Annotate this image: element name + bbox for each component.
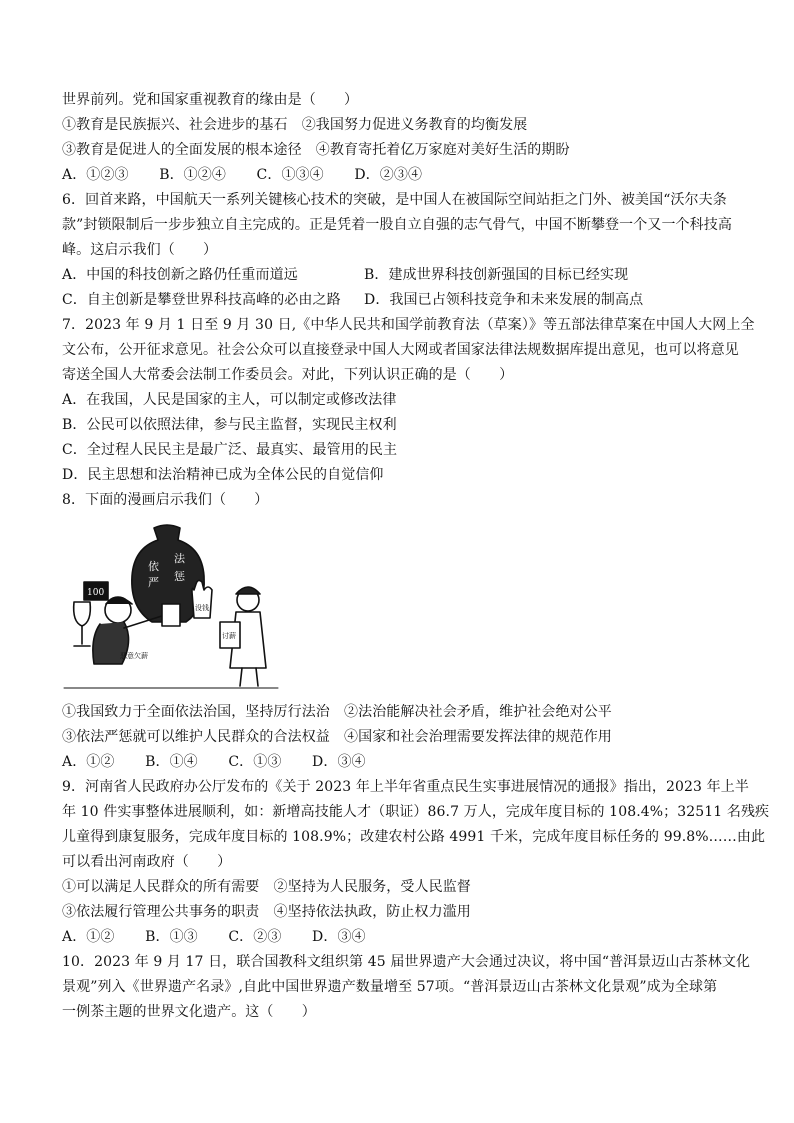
- q9-statements-2: ③依法履行管理公共事务的职责 ④坚持依法执政，防止权力滥用: [62, 904, 471, 920]
- q9-stem-line-1: 9．河南省人民政府办公厅发布的《关于 2023 年上半年省重点民生实事进展情况的通报》指出，2023 年上半: [62, 779, 749, 795]
- q8-statements-1: ①我国致力于全面依法治国，坚持厉行法治 ②法治能解决社会矛盾，维护社会绝对公平: [62, 704, 612, 720]
- q9-option-a[interactable]: A．①②: [62, 929, 115, 945]
- q7-option-d[interactable]: D．民主思想和法治精神已成为全体公民的自觉信仰: [62, 467, 384, 483]
- q6-options-row-1: [62, 265, 742, 285]
- q7-option-a[interactable]: A．在我国，人民是国家的主人，可以制定或修改法律: [62, 392, 397, 408]
- q10-stem-line-2: 景观”列入《世界遗产名录》,自此中国世界遗产数量增至 57项。“普洱景迈山古茶林文化景观”成为全球第: [62, 979, 718, 995]
- q8-stem: 8．下面的漫画启示我们（ ）: [62, 492, 269, 508]
- cartoon-bottle-text-3: 严: [148, 576, 159, 589]
- q8-option-b[interactable]: B．①④: [145, 754, 198, 770]
- cartoon-bag-label: 讨薪: [222, 632, 236, 640]
- q9-option-d[interactable]: D．③④: [312, 929, 366, 945]
- q9-option-b[interactable]: B．①③: [145, 929, 198, 945]
- cartoon-bottle-text-2: 法: [174, 552, 185, 565]
- q7-option-c[interactable]: C．全过程人民民主是最广泛、最真实、最管用的民主: [62, 442, 398, 458]
- cartoon-collar-label: 恶意欠薪: [120, 652, 148, 660]
- cartoon-sign-label: 没钱: [195, 604, 209, 612]
- q8-options: [62, 752, 392, 772]
- q5-option-a[interactable]: A．①②③: [62, 167, 129, 183]
- q6-stem-line-3: 峰。这启示我们（ ）: [62, 242, 218, 258]
- q7-stem-line-1: 7．2023 年 9 月 1 日至 9 月 30 日,《中华人民共和国学前教育法（草案）》等五部法律草案在中国人大网上全: [62, 317, 755, 333]
- q5-option-c[interactable]: C．①③④: [256, 167, 324, 183]
- q5-statements-1: ①教育是民族振兴、社会进步的基石 ②我国努力促进义务教育的均衡发展: [62, 117, 528, 133]
- cartoon-wine-glass: [74, 602, 91, 626]
- q5-stem: 世界前列。党和国家重视教育的缘由是（ ）: [62, 92, 359, 108]
- cartoon-bottle-text-4: 惩: [174, 570, 185, 583]
- q9-stem-line-2: 年 10 件实事整体进展顺利，如：新增高技能人才（职证）86.7 万人，完成年度目标的 108.4%；32511 名残疾: [62, 804, 770, 820]
- q10-stem-line-3: 一例茶主题的世界文化遗产。这（ ）: [62, 1004, 316, 1020]
- q5-options: [62, 165, 448, 185]
- q10-stem-line-1: 10．2023 年 9 月 17 日，联合国教科文组织第 45 届世界遗产大会通过决议，将中国“普洱景迈山古茶林文化: [62, 954, 751, 970]
- cartoon-glass-label: 100: [87, 588, 105, 598]
- q6-option-c[interactable]: C．自主创新是攀登世界科技高峰的必由之路: [62, 292, 341, 308]
- q9-stem-line-4: 可以看出河南政府（ ）: [62, 854, 232, 870]
- q6-option-b[interactable]: B．建成世界科技创新强国的目标已经实现: [364, 267, 629, 283]
- q9-option-c[interactable]: C．②③: [228, 929, 282, 945]
- q6-stem-line-1: 6．回首来路，中国航天一系列关键核心技术的突破，是中国人在被国际空间站拒之门外、被美国“沃尔夫条: [62, 192, 727, 208]
- cartoon-bottle-text-1: 依: [148, 560, 159, 573]
- q8-statements-2: ③依法严惩就可以维护人民群众的合法权益 ④国家和社会治理需要发挥法律的规范作用: [62, 729, 612, 745]
- q8-option-c[interactable]: C．①③: [228, 754, 282, 770]
- q8-option-d[interactable]: D．③④: [312, 754, 366, 770]
- q9-statements-1: ①可以满足人民群众的所有需要 ②坚持为人民服务，受人民监督: [62, 879, 471, 895]
- q5-option-d[interactable]: D．②③④: [354, 167, 423, 183]
- q7-stem-line-2: 文公布，公开征求意见。社会公众可以直接登录中国人大网或者国家法律法规数据库提出意见，也可以将意见: [62, 342, 739, 358]
- q6-option-a[interactable]: A．中国的科技创新之路仍任重而道远: [62, 267, 298, 283]
- q6-options-row-2: [62, 290, 742, 310]
- q7-option-b[interactable]: B．公民可以依照法律，参与民主监督，实现民主权利: [62, 417, 397, 433]
- q6-stem-line-2: 款”封锁限制后一步步独立自主完成的。正是凭着一股自立自强的志气骨气，中国不断攀登一个又一个科技高: [62, 217, 732, 233]
- q9-stem-line-3: 儿童得到康复服务，完成年度目标的 108.9%；改建农村公路 4991 千米，完成年度目标任务的 99.8%……由此: [62, 829, 766, 845]
- q8-option-a[interactable]: A．①②: [62, 754, 115, 770]
- q5-statements-2: ③教育是促进人的全面发展的根本途径 ④教育寄托着亿万家庭对美好生活的期盼: [62, 142, 570, 158]
- q5-option-b[interactable]: B．①②④: [159, 167, 226, 183]
- q8-cartoon-image: [62, 518, 280, 690]
- q9-options: [62, 927, 392, 947]
- q7-stem-line-3: 寄送全国人大常委会法制工作委员会。对此，下列认识正确的是（ ）: [62, 367, 514, 383]
- q6-option-d[interactable]: D．我国已占领科技竞争和未来发展的制高点: [364, 292, 644, 308]
